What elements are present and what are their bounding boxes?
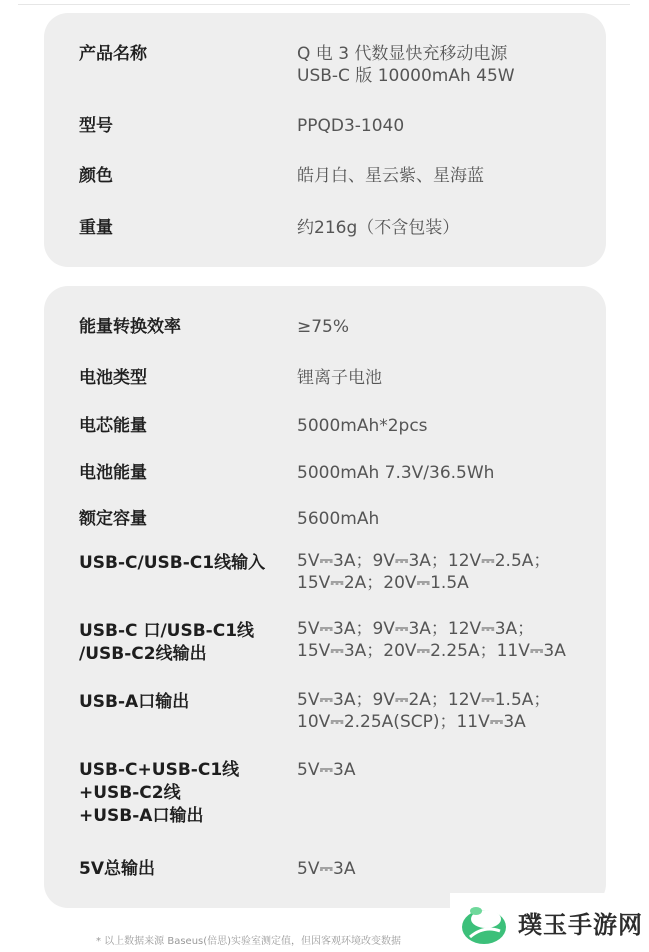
spec-label-line: 重量 (79, 218, 113, 238)
spec-label-line: USB-C+USB-C1线 (79, 760, 240, 780)
spec-value-line: 5600mAh (297, 509, 380, 529)
spec-value (297, 550, 550, 594)
spec-label-line: 电池类型 (79, 368, 147, 388)
spec-label (79, 43, 147, 66)
spec-label (79, 620, 254, 666)
spec-label-line: 颜色 (79, 166, 113, 186)
spec-label (79, 462, 147, 485)
spec-label-line: USB-C 口/USB-C1线 (79, 621, 255, 641)
spec-card (44, 286, 606, 908)
watermark-text: 璞玉手游网 (518, 911, 643, 939)
leaf-logo-icon (458, 897, 510, 949)
spec-value (297, 618, 566, 662)
spec-label-line: 能量转换效率 (79, 317, 181, 337)
spec-label (79, 759, 239, 828)
spec-label-line: +USB-C2线 (79, 783, 181, 803)
spec-value-line: 约216g（不含包装） (297, 218, 460, 238)
spec-label (79, 367, 147, 390)
basic-info-card (44, 13, 606, 267)
spec-value (297, 217, 459, 239)
spec-label (79, 552, 265, 575)
spec-label-line: USB-A口输出 (79, 692, 190, 712)
watermark (450, 893, 649, 952)
spec-label-line: /USB-C2线输出 (79, 644, 207, 664)
spec-label-line: +USB-A口输出 (79, 806, 204, 826)
spec-value-line: USB-C 版 10000mAh 45W (297, 66, 515, 86)
spec-value-line: 皓月白、星云紫、星海蓝 (297, 166, 484, 186)
spec-value-line: 10V⎓2.25A(SCP)；11V⎓3A (297, 712, 526, 732)
spec-value (297, 462, 494, 484)
spec-value (297, 43, 515, 87)
spec-value-line: 5V⎓3A；9V⎓3A；12V⎓3A； (297, 619, 535, 639)
spec-label (79, 316, 181, 339)
footnote: * 以上数据来源 Baseus(倍思)实验室测定值，但因客观环境改变数据 (96, 936, 402, 947)
spec-value-line: 5000mAh 7.3V/36.5Wh (297, 463, 495, 483)
spec-value (297, 415, 428, 437)
spec-label (79, 217, 113, 240)
spec-value (297, 367, 382, 389)
spec-value-line: 锂离子电池 (297, 368, 382, 388)
spec-value-line: 5000mAh*2pcs (297, 416, 428, 436)
spec-label-line: 5V总输出 (79, 859, 155, 879)
spec-value-line: 5V⎓3A (297, 859, 356, 879)
spec-value-line: 5V⎓3A；9V⎓2A；12V⎓1.5A； (297, 690, 551, 710)
spec-value (297, 316, 349, 338)
spec-value-line: PPQD3-1040 (297, 116, 405, 136)
spec-label (79, 508, 147, 531)
spec-label (79, 858, 155, 881)
spec-value (297, 508, 379, 530)
spec-value-line: 5V⎓3A；9V⎓3A；12V⎓2.5A； (297, 551, 551, 571)
spec-label-line: 电芯能量 (79, 416, 147, 436)
spec-label-line: 产品名称 (79, 44, 147, 64)
spec-label-line: 型号 (79, 116, 113, 136)
spec-value-line: 5V⎓3A (297, 760, 356, 780)
spec-label-line: USB-C/USB-C1线输入 (79, 553, 266, 573)
spec-value (297, 165, 484, 187)
spec-value-line: 15V⎓2A；20V⎓1.5A (297, 573, 469, 593)
spec-value (297, 689, 550, 733)
spec-value (297, 858, 355, 880)
spec-label (79, 415, 147, 438)
top-divider (18, 4, 630, 5)
spec-value (297, 759, 355, 781)
spec-value-line: ≥75% (297, 317, 350, 337)
spec-label-line: 电池能量 (79, 463, 147, 483)
spec-label (79, 165, 113, 188)
spec-label-line: 额定容量 (79, 509, 147, 529)
spec-value-line: Q 电 3 代数显快充移动电源 (297, 44, 508, 64)
spec-value-line: 15V⎓3A；20V⎓2.25A；11V⎓3A (297, 641, 566, 661)
spec-value (297, 115, 404, 137)
spec-label (79, 691, 189, 714)
spec-label (79, 115, 113, 138)
